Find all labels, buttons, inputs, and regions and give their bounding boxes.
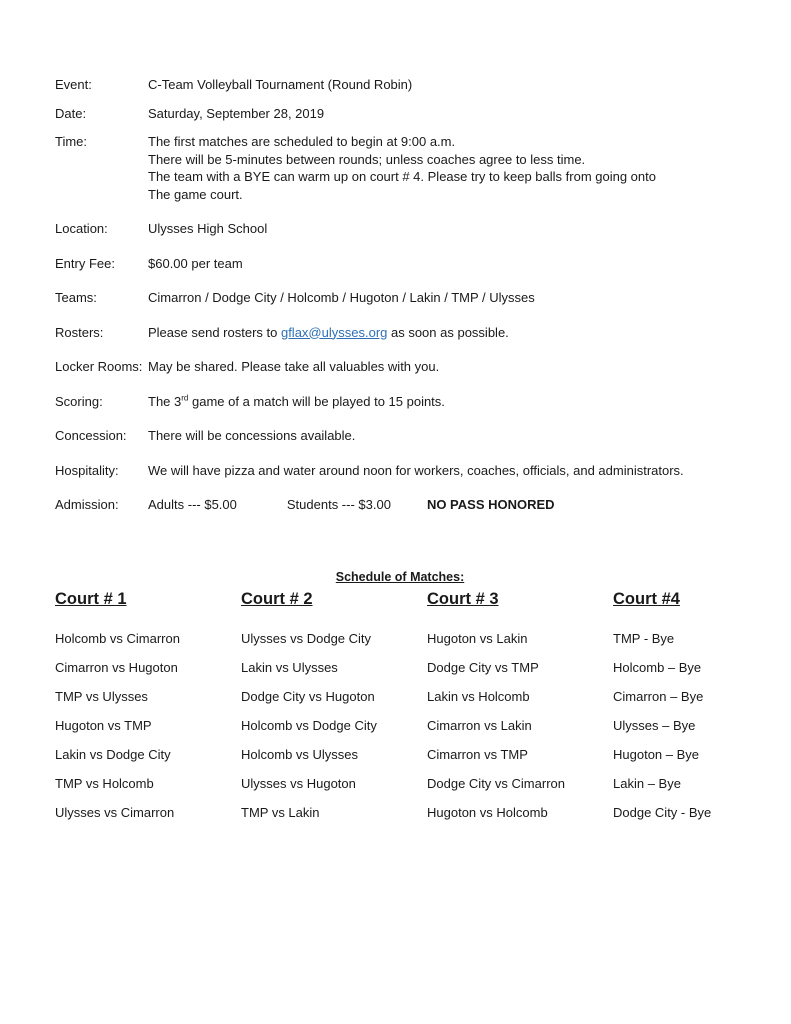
match-item: Cimarron vs TMP xyxy=(427,747,528,762)
date-row xyxy=(55,105,755,123)
scoring-row xyxy=(55,393,755,411)
match-item: Dodge City - Bye xyxy=(613,805,712,820)
match-item: Holcomb – Bye xyxy=(613,660,702,675)
concession-row xyxy=(55,427,755,445)
match-item: Cimarron vs Hugoton xyxy=(55,660,178,675)
entry-fee-row xyxy=(55,255,755,273)
teams-value: Cimarron / Dodge City / Holcomb / Hugoton / Lakin / TMP / Ulysses xyxy=(148,290,535,305)
time-label: Time: xyxy=(55,134,88,149)
time-line: The first matches are scheduled to begin at 9:00 a.m. xyxy=(148,134,456,149)
time-value xyxy=(148,133,755,203)
location-label: Location: xyxy=(55,221,108,236)
event-row xyxy=(55,76,755,94)
time-row xyxy=(55,133,755,203)
match-item: Lakin vs Ulysses xyxy=(241,660,338,675)
match-item: Lakin – Bye xyxy=(613,776,681,791)
time-line: The team with a BYE can warm up on court # 4. Please try to keep balls from going onto xyxy=(148,169,656,184)
hospitality-label: Hospitality: xyxy=(55,462,119,478)
hospitality-row xyxy=(55,462,755,480)
match-item: Cimarron vs Lakin xyxy=(427,718,532,733)
time-line: There will be 5-minutes between rounds; unless coaches agree to less time. xyxy=(148,151,586,167)
locker-rooms-label: Locker Rooms: xyxy=(55,359,143,374)
location-row xyxy=(55,220,755,238)
match-item: Dodge City vs Hugoton xyxy=(241,689,375,704)
match-item: Lakin vs Dodge City xyxy=(55,747,171,762)
court-column xyxy=(427,588,613,833)
admission-label: Admission: xyxy=(55,497,119,512)
match-item: Dodge City vs TMP xyxy=(427,660,539,675)
scoring-suffix: game of a match will be played to 15 points. xyxy=(188,393,445,409)
schedule-title: Schedule of Matches: xyxy=(335,570,465,584)
match-item: TMP - Bye xyxy=(613,631,675,646)
match-item: Lakin vs Holcomb xyxy=(427,689,530,704)
admission-row xyxy=(55,496,755,514)
hospitality-value: We will have pizza and water around noon for workers, coaches, officials, and administrators. xyxy=(148,462,684,478)
scoring-label: Scoring: xyxy=(55,393,103,409)
match-item: Holcomb vs Dodge City xyxy=(241,718,377,733)
scoring-value xyxy=(148,393,755,411)
admission-adults: Adults --- $5.00 xyxy=(148,497,237,512)
scoring-prefix: The 3 xyxy=(148,393,182,409)
rosters-prefix: Please send rosters to xyxy=(148,324,281,340)
court-column xyxy=(55,588,241,833)
match-list xyxy=(55,610,241,833)
rosters-label: Rosters: xyxy=(55,324,104,340)
locker-rooms-row xyxy=(55,358,755,376)
match-item: Holcomb vs Cimarron xyxy=(55,631,180,646)
match-item: Ulysses vs Hugoton xyxy=(241,776,356,791)
event-label: Event: xyxy=(55,77,92,92)
match-item: Hugoton vs TMP xyxy=(55,718,152,733)
court-column xyxy=(241,588,427,833)
match-list xyxy=(241,610,427,833)
match-item: Hugoton vs Holcomb xyxy=(427,805,548,820)
match-item: TMP vs Ulysses xyxy=(55,689,148,704)
match-item: Holcomb vs Ulysses xyxy=(241,747,359,762)
time-line: The game court. xyxy=(148,186,243,202)
admission-note: NO PASS HONORED xyxy=(426,497,555,512)
rosters-suffix: as soon as possible. xyxy=(387,324,509,340)
locker-rooms-value: May be shared. Please take all valuables with you. xyxy=(148,359,440,374)
match-item: Dodge City vs Cimarron xyxy=(427,776,565,791)
event-value: C-Team Volleyball Tournament (Round Robin) xyxy=(148,77,413,92)
scoring-ordinal: rd xyxy=(181,393,189,403)
admission-students: Students --- $3.00 xyxy=(286,497,391,512)
match-item: Ulysses vs Cimarron xyxy=(55,805,175,820)
teams-label: Teams: xyxy=(55,290,97,305)
roster-email-link[interactable]: gflax@ulysses.org xyxy=(280,324,388,340)
match-item: Ulysses – Bye xyxy=(613,718,696,733)
event-info xyxy=(55,76,755,514)
location-value: Ulysses High School xyxy=(148,221,268,236)
match-item: Cimarron – Bye xyxy=(613,689,704,704)
date-value: Saturday, September 28, 2019 xyxy=(148,105,325,121)
rosters-row xyxy=(55,324,755,342)
court-heading: Court # 3 xyxy=(427,590,499,608)
admission-value xyxy=(148,496,755,514)
court-heading: Court # 2 xyxy=(241,590,313,608)
match-list xyxy=(613,610,791,833)
match-item: TMP vs Holcomb xyxy=(55,776,154,791)
entry-fee-value: $60.00 per team xyxy=(148,255,243,271)
match-item: Ulysses vs Dodge City xyxy=(241,631,372,646)
match-item: TMP vs Lakin xyxy=(241,805,320,820)
concession-label: Concession: xyxy=(55,428,127,443)
court-schedule xyxy=(55,588,791,833)
entry-fee-label: Entry Fee: xyxy=(55,255,115,271)
match-item: Hugoton vs Lakin xyxy=(427,631,528,646)
court-column xyxy=(613,588,791,833)
teams-row xyxy=(55,289,755,307)
match-list xyxy=(427,610,613,833)
court-heading: Court #4 xyxy=(613,590,680,608)
match-item: Hugoton – Bye xyxy=(613,747,700,762)
concession-value: There will be concessions available. xyxy=(148,428,356,443)
date-label: Date: xyxy=(55,105,87,121)
rosters-value xyxy=(148,324,755,342)
court-heading: Court # 1 xyxy=(55,590,127,608)
